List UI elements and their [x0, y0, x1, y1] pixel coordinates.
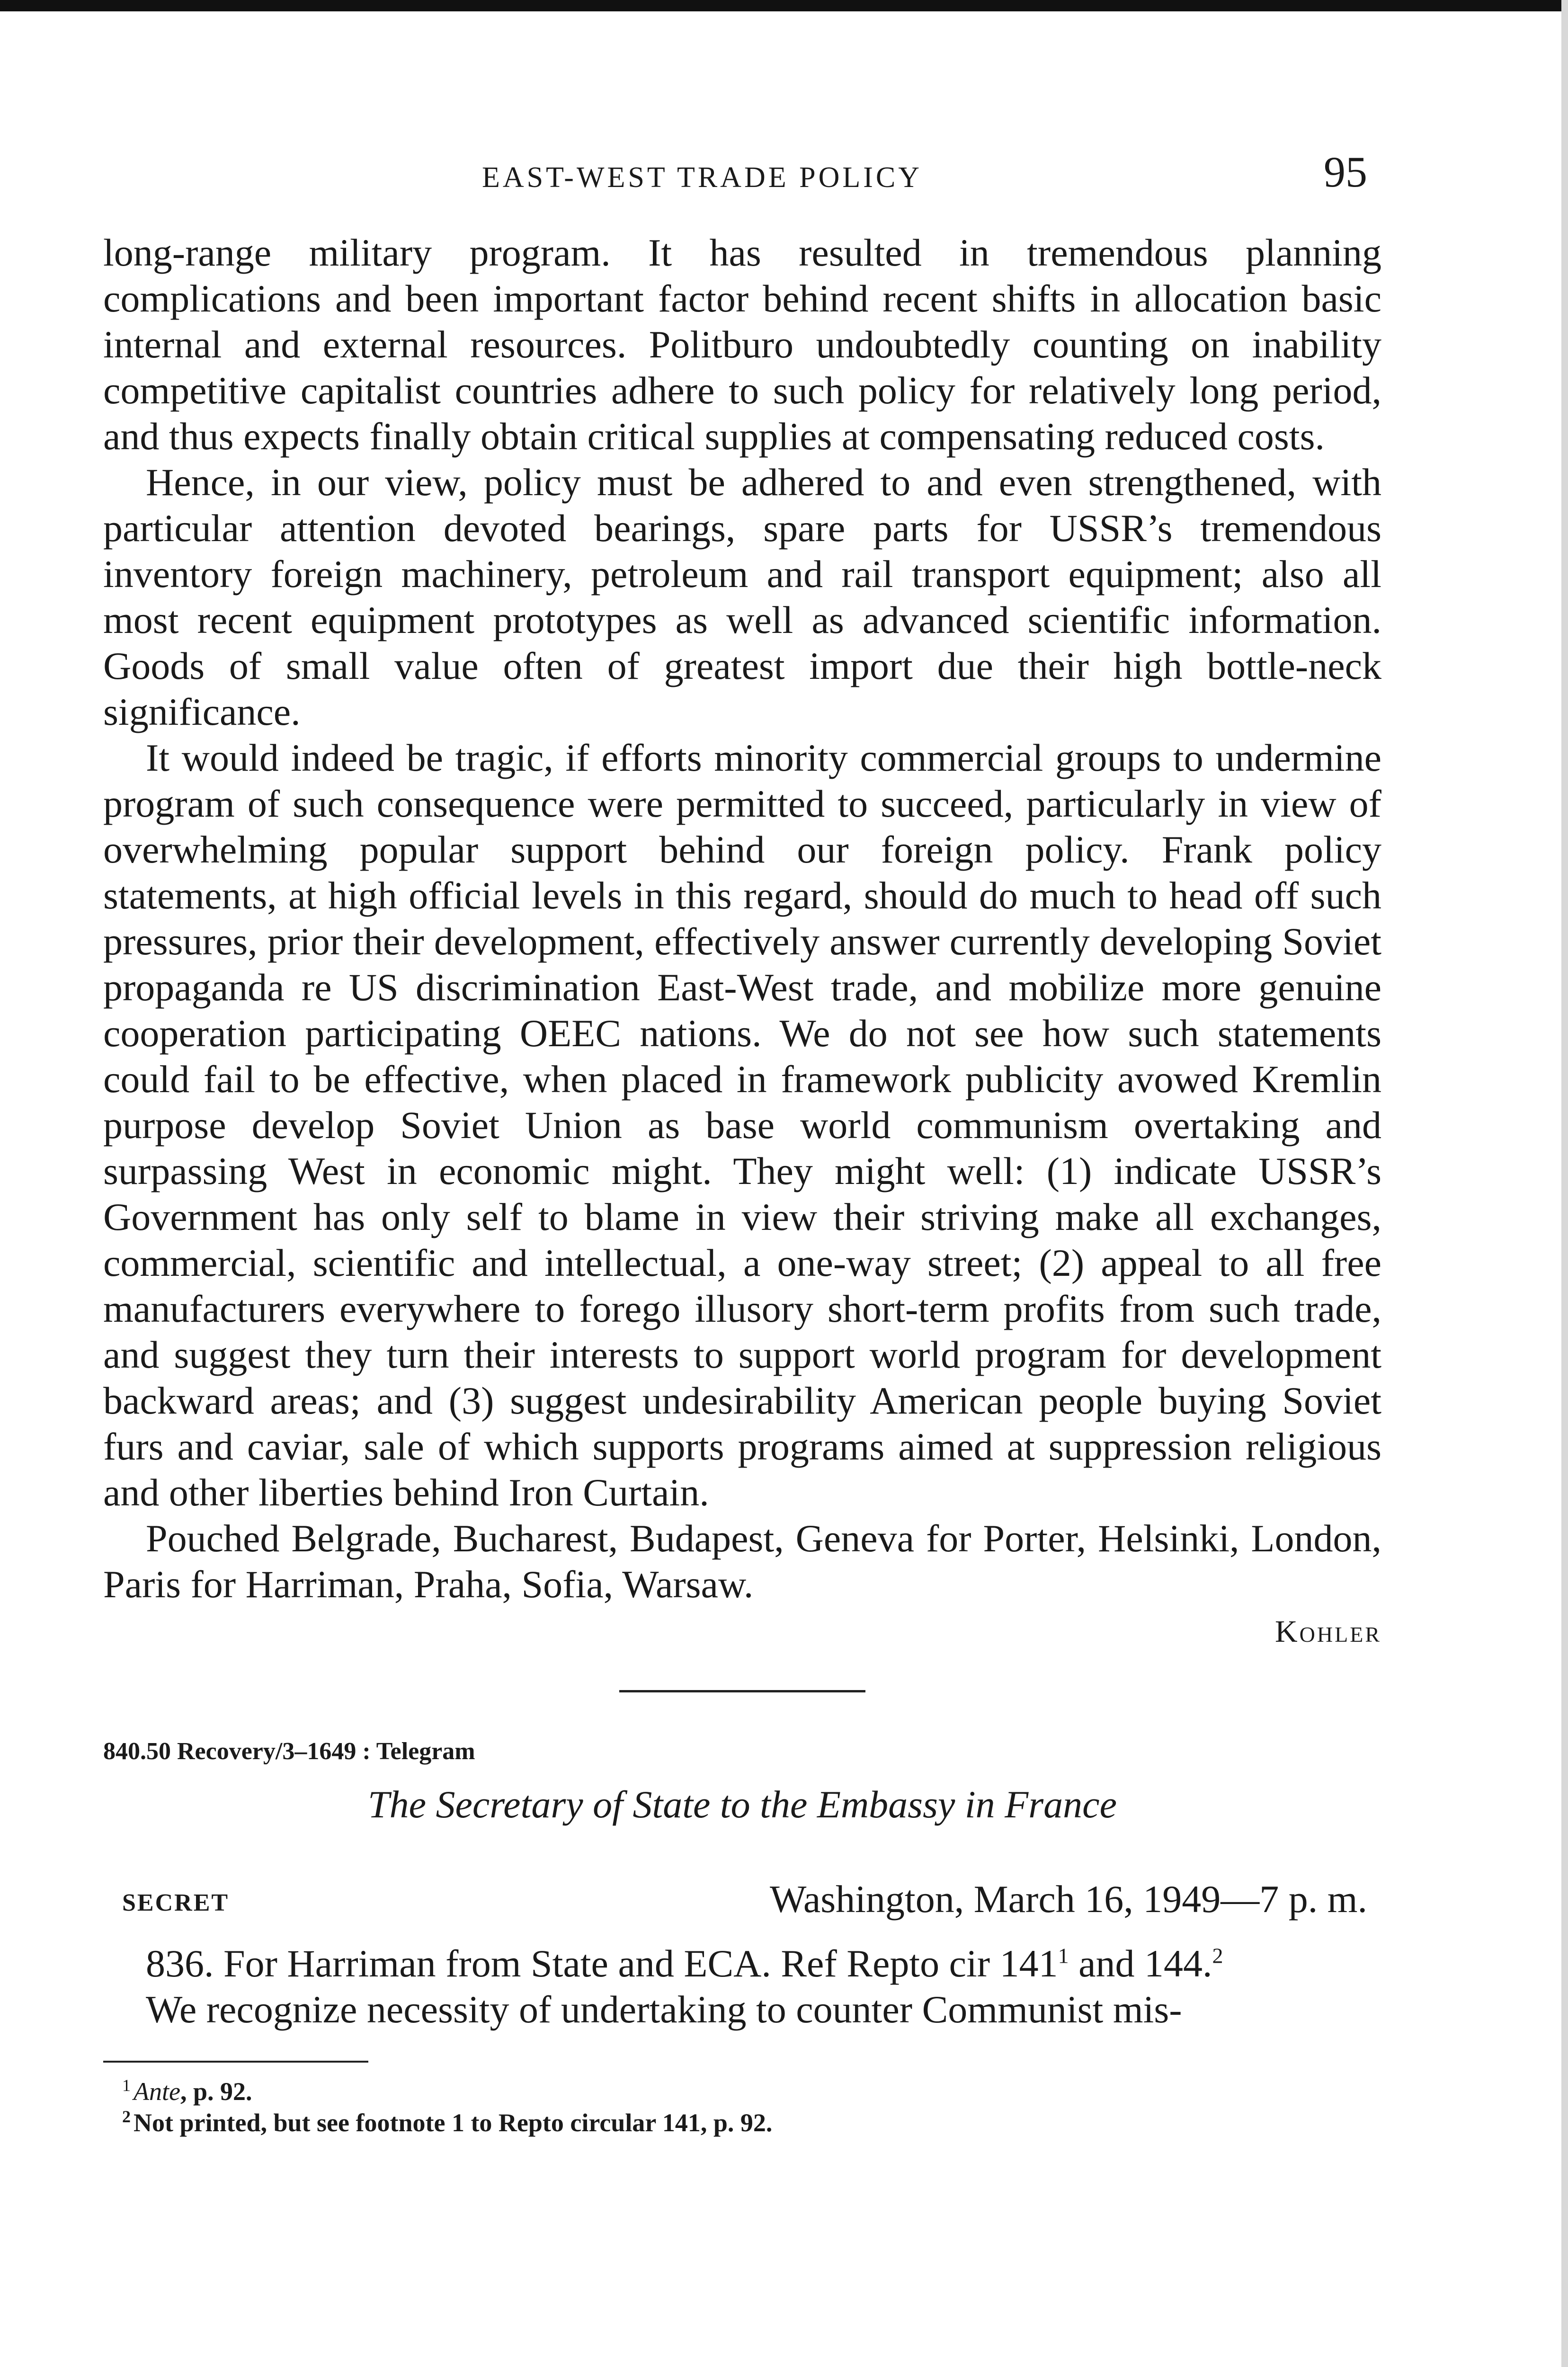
signature: Kohler	[1275, 1614, 1381, 1649]
telegram-paragraph-text: 836. For Harriman from State and ECA. Ref Repto cir 141	[146, 1942, 1058, 1985]
footnote	[122, 2076, 1381, 2107]
footnote-text: Not printed, but see footnote 1 to Repto circular 141, p. 92.	[134, 2109, 773, 2137]
body-paragraph: long-range military program. It has resulted in tremendous planning complications and been important factor behind recent shifts in allocation basic internal and external resources. Politburo undoubtedly counting on inability competitive capitalist countries adhere to such policy for relatively long period, and thus expects finally obtain critical supplies at compensating reduced costs.	[103, 231, 1381, 458]
footnote-text: , p. 92.	[180, 2077, 252, 2106]
document-page	[103, 133, 1381, 2138]
dateline-row	[103, 1869, 1381, 1922]
section-separator	[619, 1690, 865, 1692]
page-number: 95	[1324, 148, 1367, 196]
footnote-mark: 1	[122, 2076, 131, 2095]
body-paragraph: Pouched Belgrade, Bucharest, Budapest, Geneva for Porter, Helsinki, London, Paris for Harriman, Praha, Sofia, Warsaw.	[103, 1517, 1381, 1606]
dateline: Washington, March 16, 1949—7 p. m.	[770, 1878, 1367, 1921]
telegram-text	[103, 1940, 1381, 2032]
footnote-ref: 1	[1058, 1943, 1069, 1968]
footnote-italic: Ante	[134, 2077, 180, 2106]
body-paragraph: Hence, in our view, policy must be adhered to and even strengthened, with particular attention devoted bearings, spare parts for USSR’s tremendous inventory foreign machinery, petroleum and rail transport equipment; also all most recent equipment prototypes as well as advanced scientific information. Goods of small value often of greatest import due their high bottle-neck significance.	[103, 461, 1381, 733]
running-head	[103, 133, 1381, 204]
document-title: The Secretary of State to the Embassy in France	[368, 1783, 1117, 1826]
telegram-paragraph-text: and 144.	[1069, 1942, 1212, 1985]
footnote-mark: 2	[122, 2107, 131, 2126]
footnote	[122, 2107, 1381, 2138]
running-title: EAST-WEST TRADE POLICY	[482, 161, 923, 194]
scan-border-top	[0, 0, 1568, 11]
file-reference: 840.50 Recovery/3–1649 : Telegram	[103, 1738, 475, 1765]
body-paragraph: It would indeed be tragic, if efforts minority commercial groups to undermine program of such consequence were permitted to succeed, particularly in view of overwhelming popular support behind our foreign policy. Frank policy statements, at high official levels in this regard, should do much to head off such pressures, prior their development, effectively answer currently developing Soviet propaganda re US discrimination East-West trade, and mobilize more genuine cooperation participating OEEC nations. We do not see how such statements could fail to be effective, when placed in framework publicity avowed Kremlin purpose develop Soviet Union as base world communism overtaking and surpassing West in economic might. They might well: (1) indicate USSR’s Government has only self to blame in view their striving make all exchanges, commercial, scientific and intellectual, a one-way street; (2) appeal to all free manufacturers everywhere to forego illusory short-term profits from such trade, and suggest they turn their interests to support world program for development backward areas; and (3) suggest undesirability American people buying Soviet furs and caviar, sale of which supports programs aimed at suppression religious and other liberties behind Iron Curtain.	[103, 736, 1381, 1514]
telegram-paragraph	[103, 1940, 1381, 1986]
footnote-rule	[103, 2061, 368, 2063]
body-text	[103, 230, 1381, 1607]
scan-border-right	[1561, 0, 1568, 2367]
telegram-paragraph: We recognize necessity of undertaking to counter Communist mis-	[146, 1988, 1182, 2031]
footnote-ref: 2	[1212, 1943, 1223, 1968]
classification-label: SECRET	[122, 1889, 230, 1916]
footnotes	[103, 2076, 1381, 2138]
